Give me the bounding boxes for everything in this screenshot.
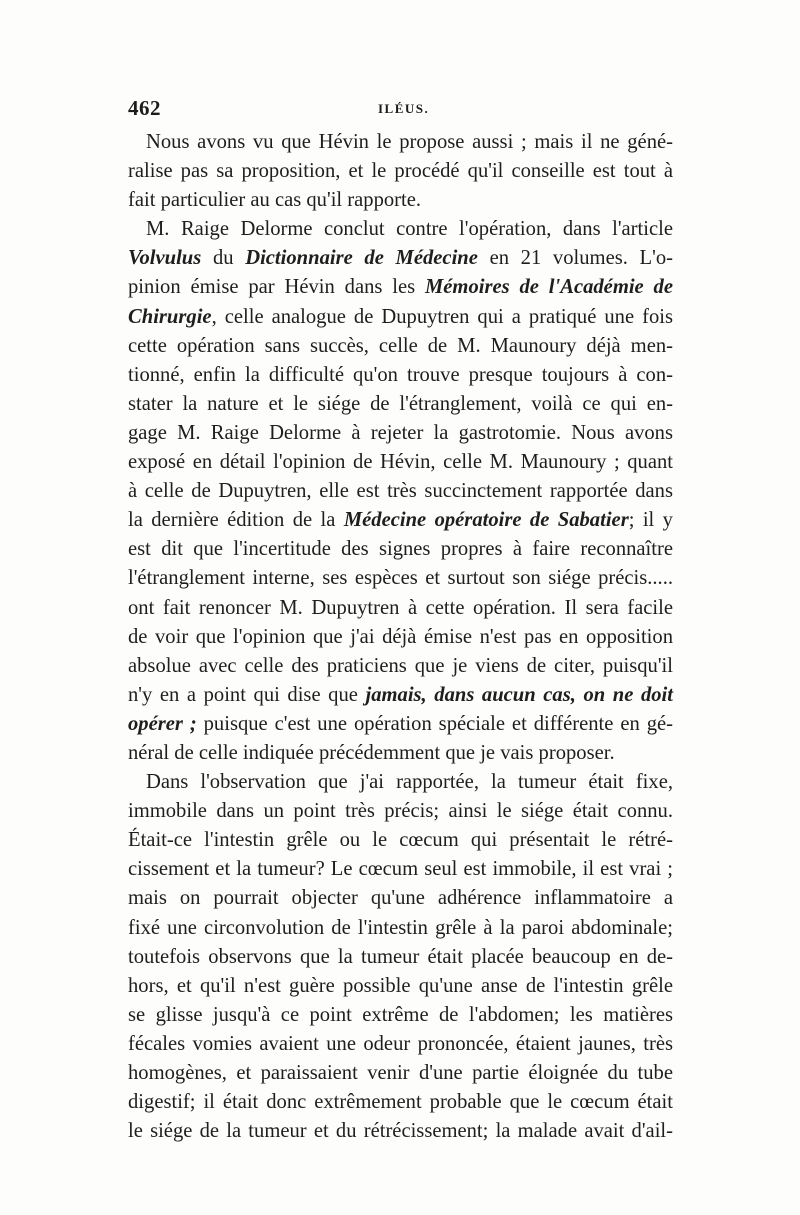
text-line (128, 1001, 673, 1030)
text-line (128, 914, 673, 943)
text-segment: se glisse jusqu'à ce point extrême de l'abdomen; les matières (128, 1003, 673, 1026)
text-segment: ralise pas sa proposition, et le procédé qu'il conseille est tout à (128, 160, 673, 183)
running-title: ILÉUS. (378, 101, 430, 116)
text-line (128, 972, 673, 1001)
text-segment: stater la nature et le siége de l'étranglement, voilà ce qui en- (128, 392, 673, 415)
text-segment: hors, et qu'il n'est guère possible qu'une anse de l'intestin grêle (128, 974, 673, 997)
italic-text-segment: Mémoires de l'Académie de (424, 276, 673, 299)
text-segment: cette opération sans succès, celle de M. Maunoury déjà men- (128, 334, 673, 357)
body-text (128, 128, 673, 1146)
text-segment: ont fait renoncer M. Dupuytren à cette opération. Il sera facile (128, 596, 673, 619)
text-segment: pinion émise par Hévin dans les (128, 276, 425, 299)
text-segment: tionné, enfin la difficulté qu'on trouve presque toujours à con- (128, 363, 673, 386)
text-line (128, 594, 673, 623)
text-line (128, 623, 673, 652)
text-line (128, 477, 673, 506)
text-segment: est dit que l'incertitude des signes propres à faire reconnaître (128, 538, 673, 561)
text-segment: ; il y (628, 509, 673, 532)
text-line (128, 535, 673, 564)
text-line (128, 303, 673, 332)
text-segment: du (201, 247, 246, 270)
text-segment: immobile dans un point très précis; ainsi le siége était connu. (128, 800, 673, 823)
text-segment: n'y en a point qui dise que (128, 683, 366, 706)
text-segment: cissement et la tumeur? Le cœcum seul est immobile, il est vrai ; (128, 858, 673, 881)
text-segment: gage M. Raige Delorme à rejeter la gastrotomie. Nous avons (128, 421, 673, 444)
page-header (128, 96, 673, 126)
text-segment: puisque c'est une opération spéciale et différente en gé- (196, 712, 673, 735)
text-segment: l'étranglement interne, ses espèces et surtout son siége précis..... (128, 567, 673, 590)
text-segment: Dans l'observation que j'ai rapportée, la tumeur était fixe, (146, 771, 673, 794)
text-segment: de voir que l'opinion que j'ai déjà émise n'est pas en opposition (128, 625, 673, 648)
text-segment: M. Raige Delorme conclut contre l'opération, dans l'article (146, 218, 673, 241)
text-line (128, 186, 673, 215)
text-line (128, 768, 673, 797)
text-segment: exposé en détail l'opinion de Hévin, celle M. Maunoury ; quant (128, 451, 673, 474)
text-segment: mais on pourrait objecter qu'une adhérence inflammatoire a (128, 887, 673, 910)
text-line (128, 273, 673, 302)
text-line (128, 710, 673, 739)
italic-text-segment: Dictionnaire de Médecine (245, 247, 478, 270)
text-line (128, 332, 673, 361)
text-line (128, 361, 673, 390)
text-line (128, 448, 673, 477)
text-segment: fécales vomies avaient une odeur prononcée, étaient jaunes, très (128, 1032, 673, 1055)
italic-text-segment: opérer ; (128, 712, 197, 735)
text-segment: néral de celle indiquée précédemment que je vais proposer. (128, 741, 615, 764)
italic-text-segment: Médecine opératoire de Sabatier (343, 509, 629, 532)
italic-text-segment: Volvulus (128, 247, 202, 270)
text-line (128, 506, 673, 535)
text-segment: à celle de Dupuytren, elle est très succinctement rapportée dans (128, 480, 673, 503)
text-line (128, 564, 673, 593)
text-segment: fixé une circonvolution de l'intestin grêle à la paroi abdominale; (128, 916, 673, 939)
text-segment: fait particulier au cas qu'il rapporte. (128, 189, 422, 212)
text-line (128, 419, 673, 448)
text-line (128, 1059, 673, 1088)
italic-text-segment: jamais, dans aucun cas, on ne doit (365, 683, 673, 706)
italic-text-segment: Chirurgie (128, 305, 212, 328)
page-number: 462 (128, 96, 161, 120)
text-segment: homogènes, et paraissaient venir d'une partie éloignée du tube (128, 1062, 673, 1084)
text-segment: toutefois observons que la tumeur était placée beaucoup en de- (128, 945, 673, 968)
text-segment: absolue avec celle des praticiens que je viens de citer, puisqu'il (128, 654, 673, 677)
text-line (128, 215, 673, 244)
text-segment: Était-ce l'intestin grêle ou le cœcum qui présentait le rétré- (128, 829, 673, 852)
text-segment: la dernière édition de la (128, 509, 344, 532)
text-line (128, 157, 673, 186)
text-line (128, 797, 673, 826)
text-line (128, 1088, 673, 1117)
text-line (128, 739, 673, 768)
text-segment: digestif; il était donc extrêmement probable que le cœcum était (128, 1091, 673, 1114)
text-line (128, 128, 673, 157)
text-line (128, 855, 673, 884)
text-line (128, 244, 673, 273)
text-line (128, 826, 673, 855)
text-line (128, 1117, 673, 1146)
text-segment: en 21 volumes. L'o- (477, 247, 673, 270)
text-line (128, 1030, 673, 1059)
text-line (128, 681, 673, 710)
text-line (128, 652, 673, 681)
text-line (128, 884, 673, 913)
text-line (128, 390, 673, 419)
text-segment: le siége de la tumeur et du rétrécissement; la malade avait d'ail- (128, 1120, 673, 1143)
text-segment: , celle analogue de Dupuytren qui a pratiqué une fois (211, 305, 673, 328)
text-segment: Nous avons vu que Hévin le propose aussi ; mais il ne géné- (146, 131, 673, 153)
text-line (128, 943, 673, 972)
